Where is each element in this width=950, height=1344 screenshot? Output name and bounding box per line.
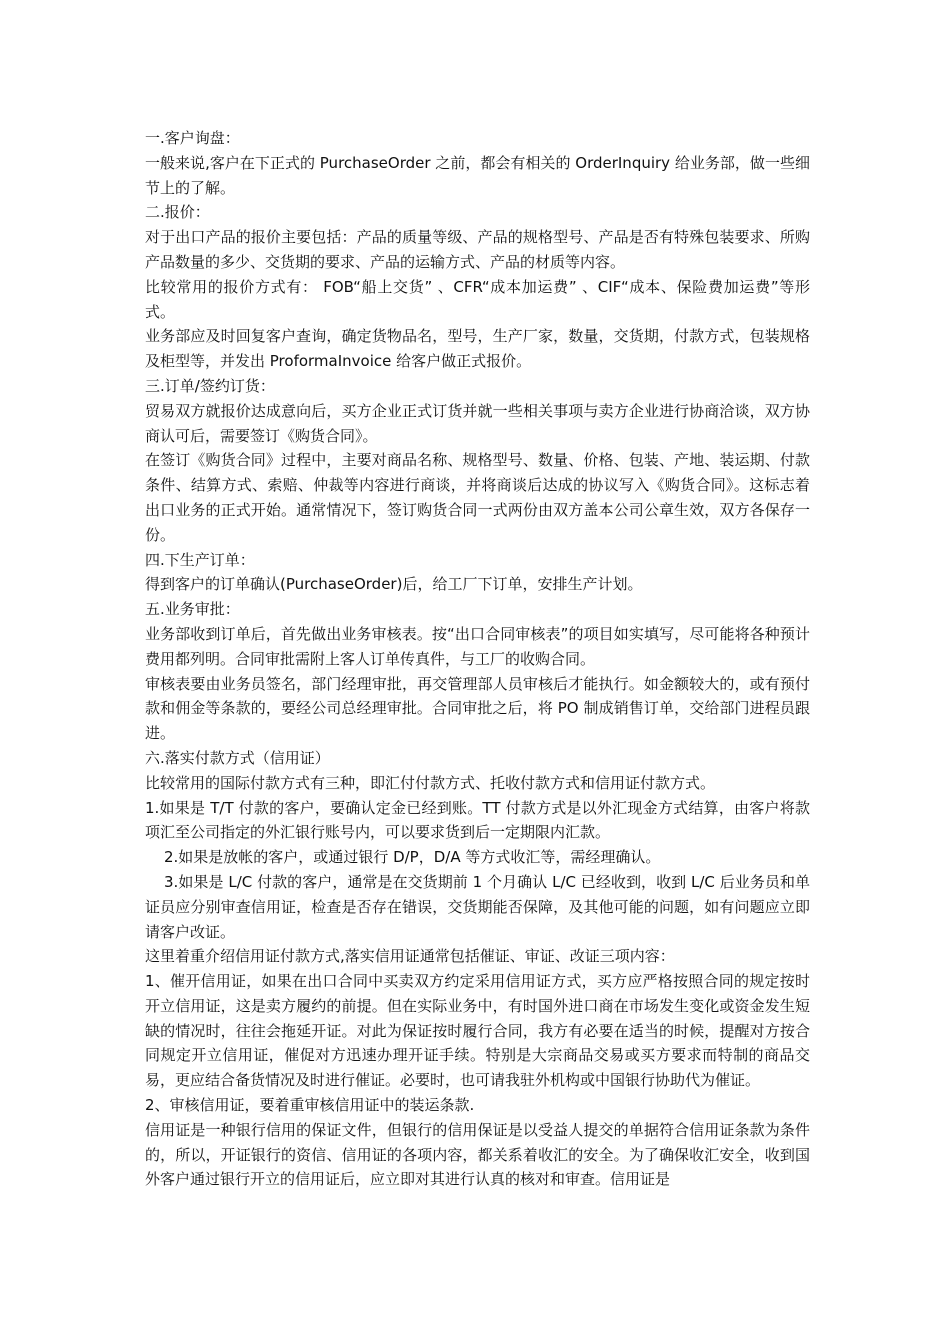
paragraph: 一般来说,客户在下正式的 PurchaseOrder 之前，都会有相关的 OrderInquiry 给业务部，做一些细节上的了解。 bbox=[145, 153, 810, 197]
paragraph: 业务部收到订单后，首先做出业务审核表。按“出口合同审核表”的项目如实填写，尽可能将各种预计费用都列明。合同审批需附上客人订单传真件，与工厂的收购合同。 bbox=[145, 624, 810, 668]
document-body bbox=[145, 126, 810, 1192]
paragraph: 比较常用的国际付款方式有三种，即汇付付款方式、托收付款方式和信用证付款方式。 bbox=[145, 773, 716, 792]
paragraph: 这里着重介绍信用证付款方式,落实信用证通常包括催证、审证、改证三项内容： bbox=[145, 947, 675, 966]
paragraph: 3.如果是 L/C 付款的客户，通常是在交货期前 1 个月确认 L/C 已经收到，收到 L/C 后业务员和单证员应分别审查信用证，检查是否存在错误，交货期能否保障，及其他可能的问题，如有问题应立即请客户改证。 bbox=[145, 872, 810, 941]
paragraph: 1、催开信用证，如果在出口合同中买卖双方约定采用信用证方式，买方应严格按照合同的规定按时开立信用证，这是卖方履约的前提。但在实际业务中，有时国外进口商在市场发生变化或资金发生短缺的情况时，往往会拖延开证。对此为保证按时履行合同，我方有必要在适当的时候，提醒对方按合同规定开立信用证，催促对方迅速办理开证手续。特别是大宗商品交易或买方要求而特制的商品交易，更应结合备货情况及时进行催证。必要时，也可请我驻外机构或中国银行协助代为催证。 bbox=[145, 972, 810, 1090]
paragraph: 贸易双方就报价达成意向后，买方企业正式订货并就一些相关事项与卖方企业进行协商洽谈，双方协商认可后，需要签订《购货合同》。 bbox=[145, 401, 810, 445]
section-heading-inquiry: 一.客户询盘： bbox=[145, 129, 240, 147]
paragraph: 比较常用的报价方式有： FOB“船上交货” 、CFR“成本加运费” 、CIF“成本、保险费加运费”等形式。 bbox=[145, 277, 810, 321]
section-heading-payment: 六.落实付款方式（信用证） bbox=[145, 748, 330, 767]
paragraph: 2.如果是放帐的客户，或通过银行 D/P，D/A 等方式收汇等，需经理确认。 bbox=[164, 848, 661, 867]
paragraph: 在签订《购货合同》过程中，主要对商品名称、规格型号、数量、价格、包装、产地、装运期、付款条件、结算方式、索赔、仲裁等内容进行商谈，并将商谈后达成的协议写入《购货合同》。这标志着出口业务的正式开始。通常情况下，签订购货合同一式两份由双方盖本公司公章生效，双方各保存一份。 bbox=[145, 451, 810, 544]
paragraph: 得到客户的订单确认(PurchaseOrder)后，给工厂下订单，安排生产计划。 bbox=[145, 575, 643, 594]
section-heading-order: 三.订单/签约订货： bbox=[145, 376, 275, 395]
paragraph: 审核表要由业务员签名，部门经理审批，再交管理部人员审核后才能执行。如金额较大的，或有预付款和佣金等条款的，要经公司总经理审批。合同审批之后，将 PO 制成销售订单，交给部门进程员跟进。 bbox=[145, 674, 810, 743]
paragraph: 信用证是一种银行信用的保证文件，但银行的信用保证是以受益人提交的单据符合信用证条款为条件的，所以，开证银行的资信、信用证的各项内容，都关系着收汇的安全。为了确保收汇安全，收到国外客户通过银行开立的信用证后，应立即对其进行认真的核对和审查。信用证是 bbox=[145, 1120, 810, 1189]
section-heading-approval: 五.业务审批： bbox=[145, 600, 240, 619]
paragraph: 2、审核信用证，要着重审核信用证中的装运条款. bbox=[145, 1096, 475, 1115]
section-heading-production: 四.下生产订单： bbox=[145, 550, 255, 569]
section-heading-quotation: 二.报价： bbox=[145, 203, 210, 222]
paragraph: 业务部应及时回复客户查询，确定货物品名，型号，生产厂家，数量，交货期，付款方式，包装规格及柜型等，并发出 ProformaInvoice 给客户做正式报价。 bbox=[145, 327, 810, 371]
paragraph: 1.如果是 T/T 付款的客户，要确认定金已经到账。TT 付款方式是以外汇现金方式结算，由客户将款项汇至公司指定的外汇银行账号内，可以要求货到后一定期限内汇款。 bbox=[145, 798, 810, 842]
paragraph: 对于出口产品的报价主要包括：产品的质量等级、产品的规格型号、产品是否有特殊包装要求、所购产品数量的多少、交货期的要求、产品的运输方式、产品的材质等内容。 bbox=[145, 228, 810, 271]
